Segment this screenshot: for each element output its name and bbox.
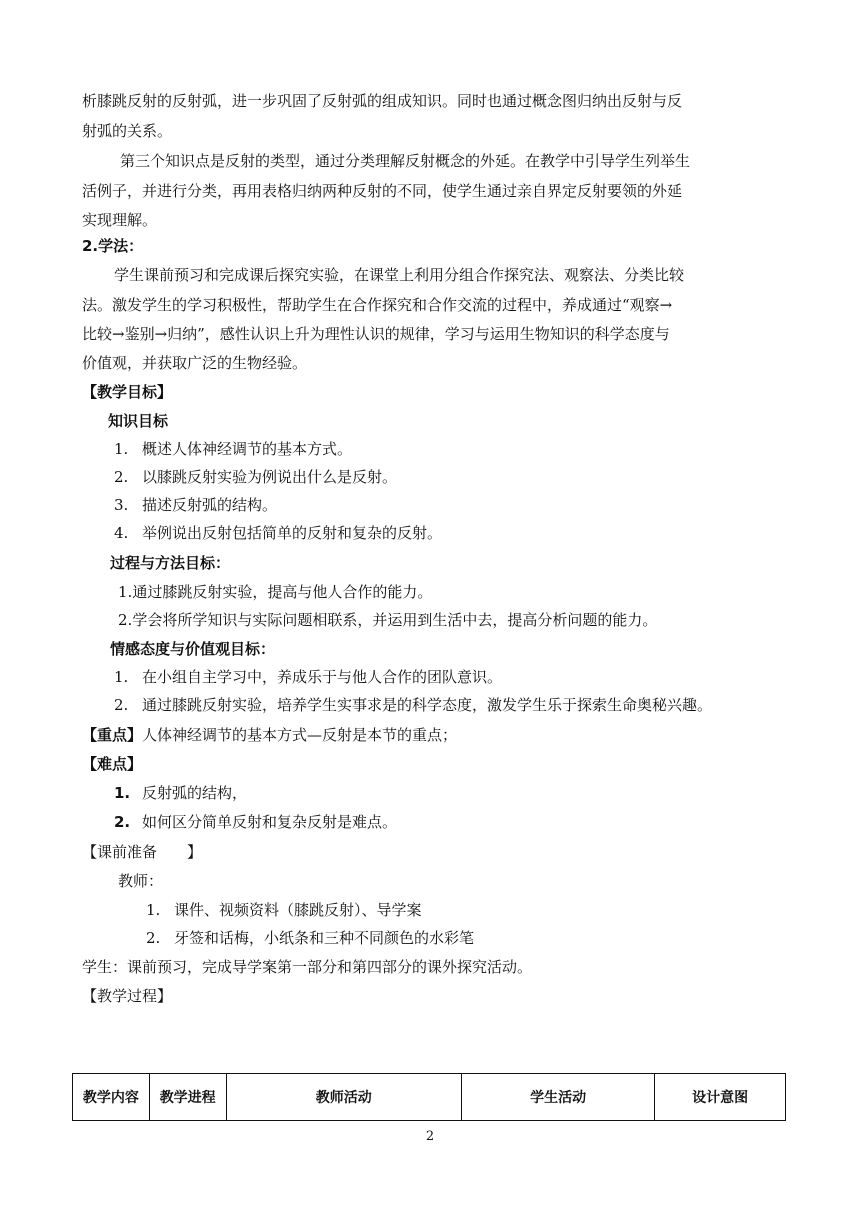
teacher-prep-num: 1. bbox=[146, 901, 161, 919]
study-method-heading: 2.学法： bbox=[82, 237, 144, 255]
emotion-goal-text: 通过膝跳反射实验，培养学生实事求是的科学态度，激发学生乐于探索生命奥秘兴趣。 bbox=[142, 696, 713, 714]
knowledge-goal-text: 描述反射弧的结构。 bbox=[142, 496, 278, 514]
knowledge-goal-item bbox=[114, 494, 277, 516]
table-header-cell: 教学进程 bbox=[149, 1074, 226, 1121]
difficulty-num: 2. bbox=[114, 813, 131, 831]
difficulty-heading: 【难点】 bbox=[82, 755, 143, 773]
emotion-goal-num: 1. bbox=[114, 668, 129, 686]
key-point bbox=[82, 724, 457, 746]
table-header-row bbox=[73, 1074, 786, 1121]
table-header-cell: 教学内容 bbox=[73, 1074, 150, 1121]
teacher-prep-text: 牙签和话梅，小纸条和三种不同颜色的水彩笔 bbox=[174, 929, 475, 947]
difficulty-item bbox=[114, 782, 247, 804]
key-point-label: 【重点】 bbox=[82, 726, 143, 744]
knowledge-goal-num: 4. bbox=[114, 524, 129, 542]
process-goal-num: 2. bbox=[118, 611, 133, 629]
difficulty-num: 1. bbox=[114, 784, 131, 802]
difficulty-text: 反射弧的结构， bbox=[142, 784, 248, 802]
process-goal-text: 通过膝跳反射实验，提高与他人合作的能力。 bbox=[132, 583, 433, 601]
knowledge-goal-num: 1. bbox=[114, 440, 129, 458]
knowledge-goal-num: 3. bbox=[114, 496, 129, 514]
paragraph-2-line-2: 活例子，并进行分类，再用表格归纳两种反射的不同，使学生通过亲自界定反射要领的外延 bbox=[82, 182, 683, 200]
teaching-process-table bbox=[72, 1073, 786, 1121]
table-header-cell: 设计意图 bbox=[655, 1074, 786, 1121]
difficulty-text: 如何区分简单反射和复杂反射是难点。 bbox=[142, 813, 398, 831]
paragraph-2-line-1: 第三个知识点是反射的类型，通过分类理解反射概念的外延。在教学中引导学生列举生 bbox=[120, 152, 691, 170]
knowledge-goal-num: 2. bbox=[114, 468, 129, 486]
knowledge-goal-item bbox=[114, 466, 397, 488]
study-method-line-4: 价值观，并获取广泛的生物经验。 bbox=[82, 354, 308, 372]
table-header-cell: 学生活动 bbox=[461, 1074, 654, 1121]
process-goal-item bbox=[118, 581, 432, 603]
process-goal-text: 学会将所学知识与实际问题相联系，并运用到生活中去，提高分析问题的能力。 bbox=[132, 611, 658, 629]
teacher-prep-item bbox=[146, 899, 422, 921]
knowledge-goal-text: 以膝跳反射实验为例说出什么是反射。 bbox=[142, 468, 398, 486]
difficulty-item bbox=[114, 811, 397, 833]
student-prep-line: 学生：课前预习，完成导学案第一部分和第四部分的课外探究活动。 bbox=[82, 958, 533, 976]
goals-heading: 【教学目标】 bbox=[82, 383, 173, 401]
knowledge-goals-title: 知识目标 bbox=[108, 412, 169, 430]
teacher-prep-item bbox=[146, 927, 474, 949]
emotion-goals-title: 情感态度与价值观目标： bbox=[110, 640, 276, 658]
process-heading: 【教学过程】 bbox=[82, 987, 173, 1005]
process-goals-title: 过程与方法目标： bbox=[110, 554, 231, 572]
teacher-prep-num: 2. bbox=[146, 929, 161, 947]
teacher-prep-text: 课件、视频资料（膝跳反射）、导学案 bbox=[174, 901, 422, 919]
key-point-text: 人体神经调节的基本方式—反射是本节的重点； bbox=[142, 726, 458, 744]
paragraph-1-line-1: 析膝跳反射的反射弧，进一步巩固了反射弧的组成知识。同时也通过概念图归纳出反射与反 bbox=[82, 92, 683, 110]
process-goal-item bbox=[118, 609, 657, 631]
emotion-goal-item bbox=[114, 666, 502, 688]
emotion-goal-text: 在小组自主学习中，养成乐于与他人合作的团队意识。 bbox=[142, 668, 503, 686]
prep-heading: 【课前准备 】 bbox=[82, 843, 203, 861]
emotion-goal-item bbox=[114, 694, 712, 716]
process-goal-num: 1. bbox=[118, 583, 133, 601]
emotion-goal-num: 2. bbox=[114, 696, 129, 714]
knowledge-goal-item bbox=[114, 438, 352, 460]
study-method-line-3: 比较→鉴别→归纳”，感性认识上升为理性认识的规律，学习与运用生物知识的科学态度与 bbox=[82, 325, 670, 343]
knowledge-goal-text: 概述人体神经调节的基本方式。 bbox=[142, 440, 353, 458]
paragraph-2-line-3: 实现理解。 bbox=[82, 211, 158, 229]
page-number: 2 bbox=[425, 1129, 435, 1144]
table-header-cell: 教师活动 bbox=[226, 1074, 461, 1121]
paragraph-1-line-2: 射弧的关系。 bbox=[82, 122, 173, 140]
teacher-label: 教师： bbox=[118, 872, 164, 890]
study-method-line-2: 法。激发学生的学习积极性，帮助学生在合作探究和合作交流的过程中，养成通过“观察→ bbox=[82, 296, 673, 314]
knowledge-goal-item bbox=[114, 522, 442, 544]
study-method-line-1: 学生课前预习和完成课后探究实验，在课堂上利用分组合作探究法、观察法、分类比较 bbox=[114, 266, 685, 284]
knowledge-goal-text: 举例说出反射包括简单的反射和复杂的反射。 bbox=[142, 524, 443, 542]
